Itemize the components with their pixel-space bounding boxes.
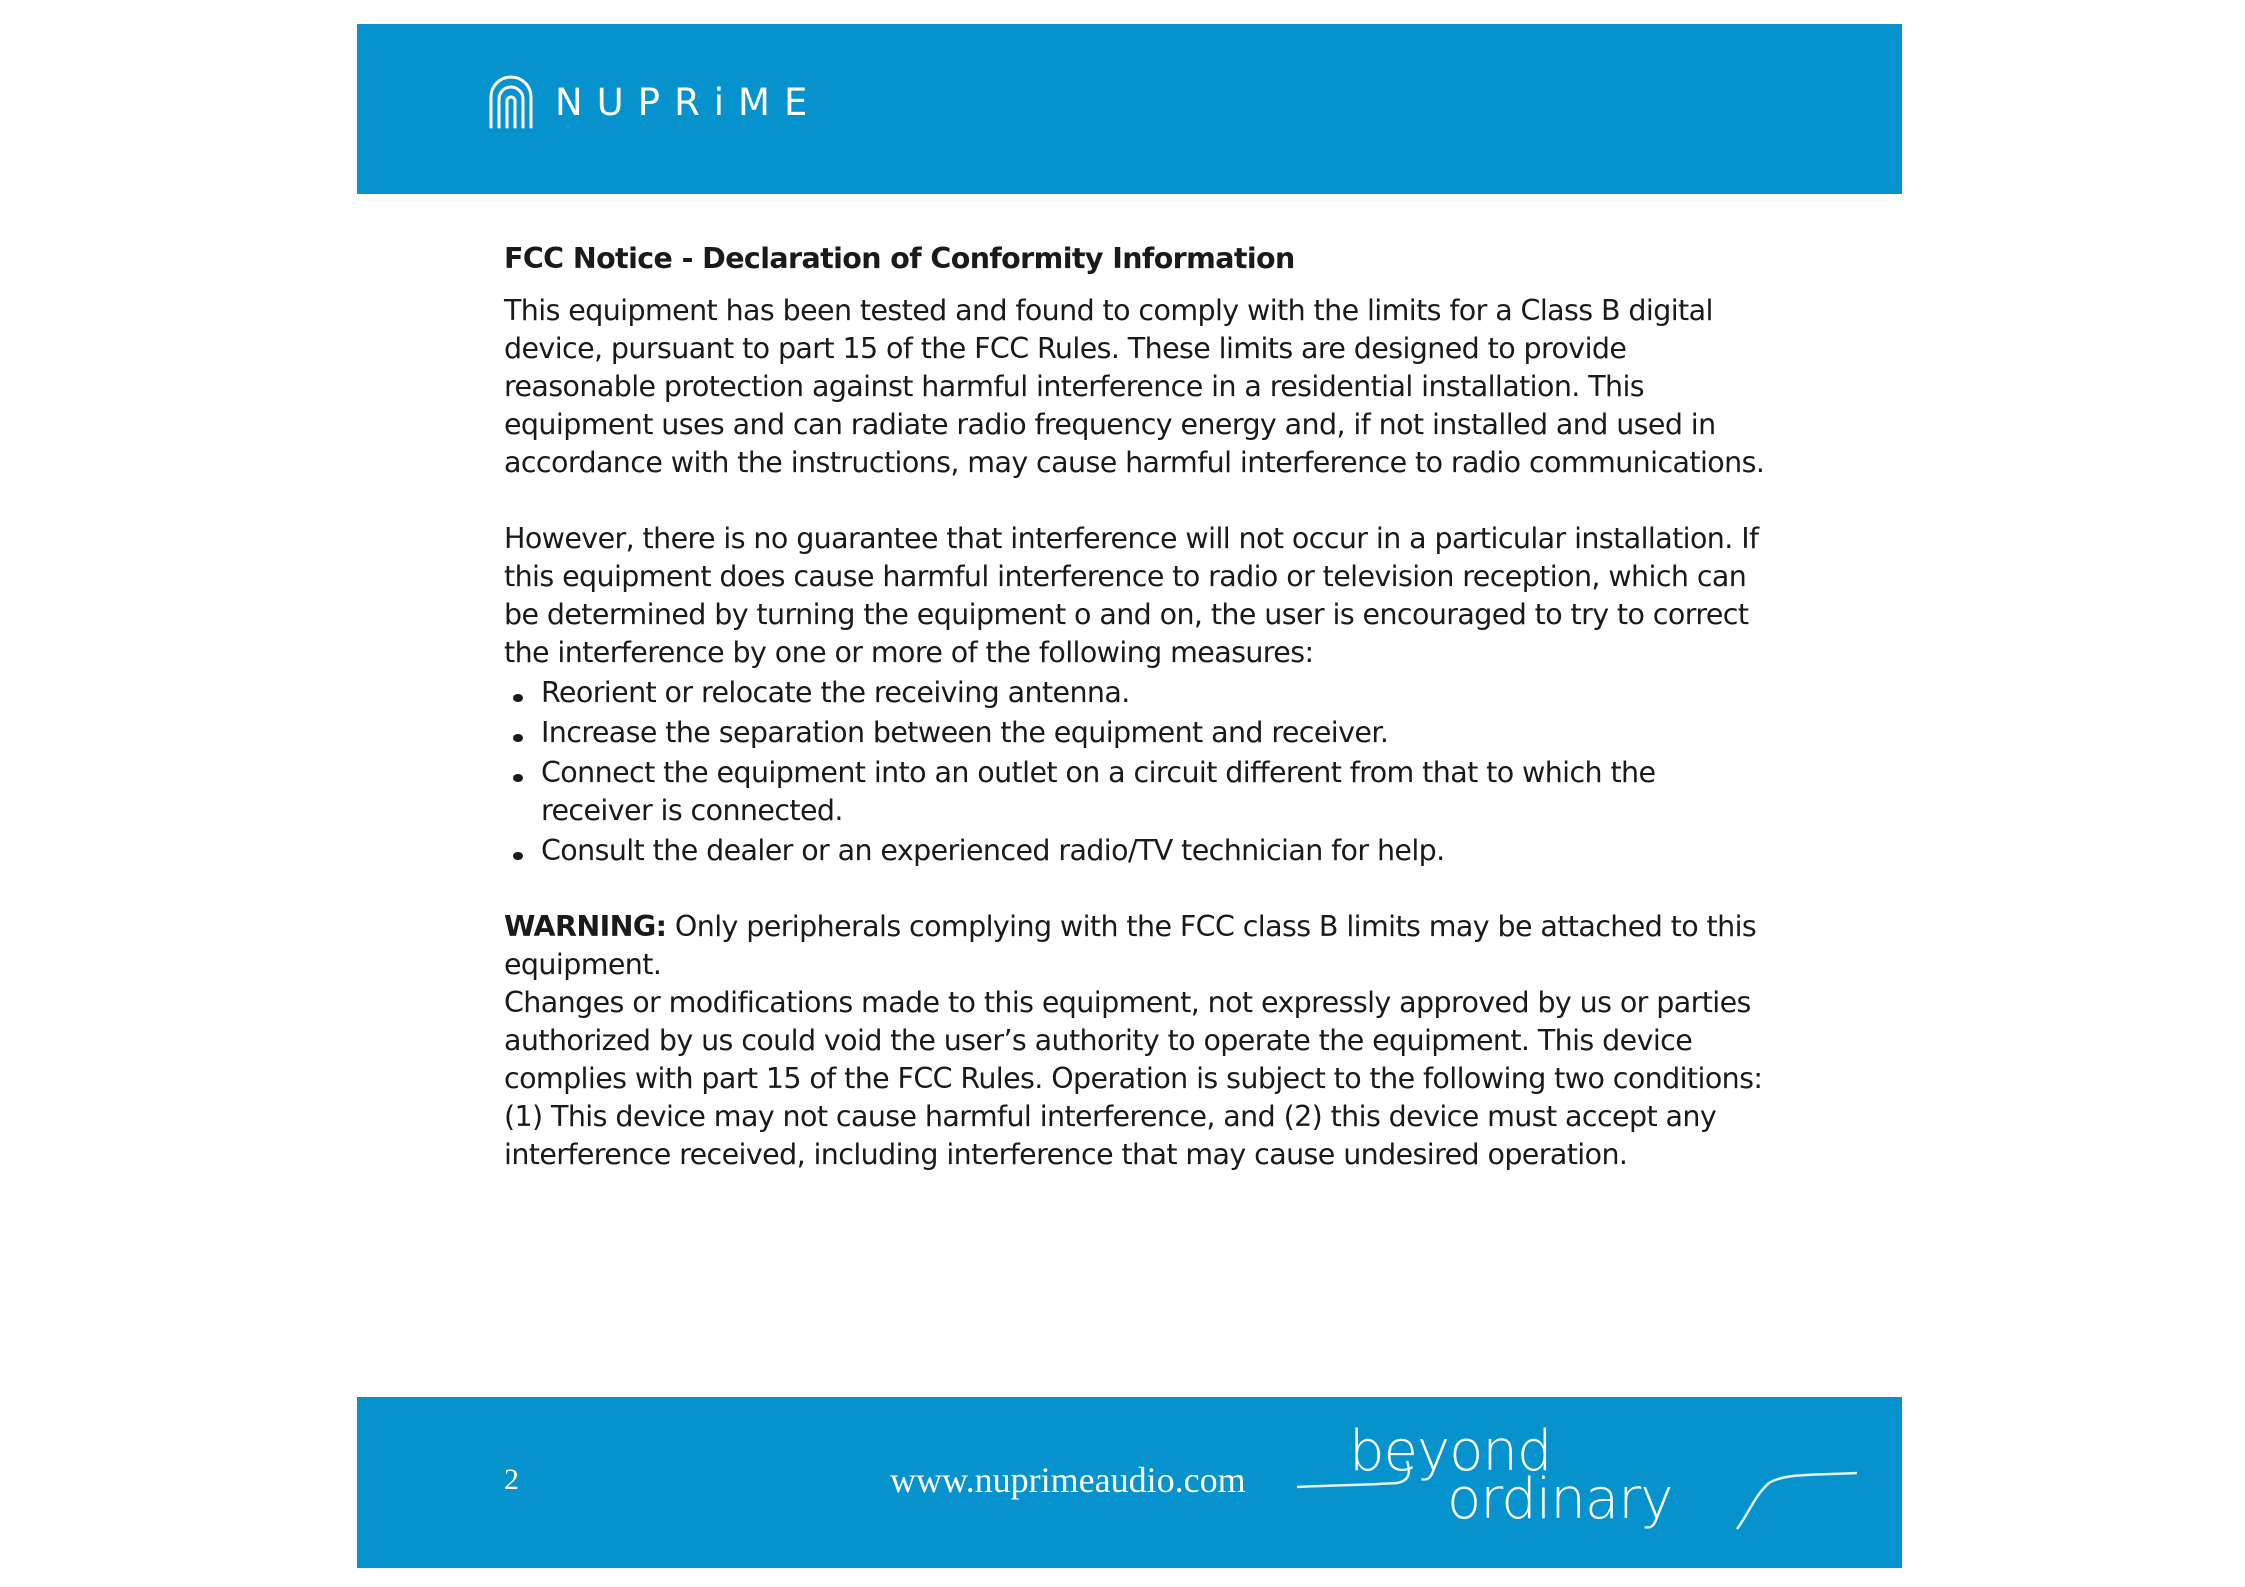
spacer — [504, 870, 1774, 908]
website-url[interactable]: www.nuprimeaudio.com — [890, 1460, 1246, 1500]
warning-label: WARNING: — [504, 910, 667, 943]
paragraph-modifications: Changes or modifications made to this equipment, not expressly approved by us or parties authorized by us could void the user’s authority to operate the equipment. This device complies with part 15 of the FCC Rules. Operation is subject to the following two conditions: (1) This device may not cause harmful interference, and (2) this device must accept any interference received, including interference that may cause undesired operation. — [504, 986, 1763, 1171]
page-number: 2 — [504, 1463, 519, 1496]
brand-name: NUPRiME — [555, 80, 822, 124]
paragraph-guarantee: However, there is no guarantee that interference will not occur in a particular installation. If this equipment does cause harmful interference to radio or television reception, which can be determined by turning the equipment o and on, the user is encouraged to try to correct the interference by one or more of the following measures: — [504, 522, 1759, 669]
fcc-notice — [504, 240, 1774, 1174]
tagline-ordinary: ordinary — [1447, 1467, 1673, 1532]
list-item: Increase the separation between the equipment and receiver. — [504, 714, 1774, 752]
paragraph-compliance: This equipment has been tested and found to comply with the limits for a Class B digital device, pursuant to part 15 of the FCC Rules. These limits are designed to provide reasonable protection against harmful interference in a residential installation. This equipment uses and can radiate radio frequency energy and, if not installed and used in accordance with the instructions, may cause harmful interference to radio communications. — [504, 294, 1765, 479]
tagline-logo — [1297, 1417, 1857, 1547]
header-band — [357, 24, 1902, 194]
brand-logo — [487, 72, 821, 132]
warning-text: Only peripherals complying with the FCC class B limits may be attached to this equipment. — [504, 910, 1757, 981]
footer-band — [357, 1397, 1902, 1568]
notice-title: FCC Notice - Declaration of Conformity Information — [504, 242, 1295, 275]
tagline-beyond: beyond — [1349, 1419, 1552, 1484]
list-item: Reorient or relocate the receiving antenna. — [504, 674, 1774, 712]
nuprime-logo-icon — [487, 73, 535, 131]
paragraph-warning — [504, 908, 1774, 984]
list-item: Connect the equipment into an outlet on a circuit different from that to which the receiver is connected. — [504, 754, 1774, 830]
spacer — [504, 482, 1774, 520]
list-item: Consult the dealer or an experienced radio/TV technician for help. — [504, 832, 1774, 870]
measures-list — [504, 674, 1774, 870]
